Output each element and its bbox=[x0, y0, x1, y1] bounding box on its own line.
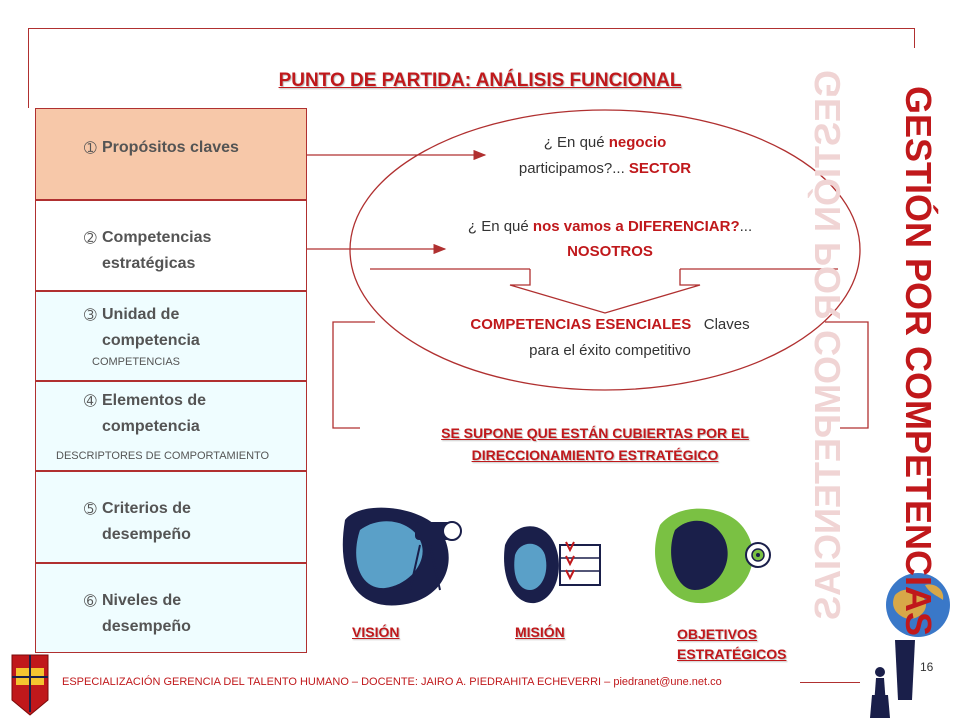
step-label-6b: desempeño bbox=[102, 618, 191, 635]
label-objetivos bbox=[677, 624, 786, 664]
label-objetivos-line2: ESTRATÉGICOS bbox=[677, 646, 787, 662]
label-vision: VISIÓN bbox=[352, 624, 400, 640]
slide-title: PUNTO DE PARTIDA: ANÁLISIS FUNCIONAL bbox=[278, 70, 682, 91]
step-number-5: ➄ bbox=[84, 501, 97, 518]
step-number-2: ➁ bbox=[84, 230, 97, 247]
step-label-5b: desempeño bbox=[102, 526, 191, 543]
core-post: Claves bbox=[703, 316, 750, 333]
answer-nosotros bbox=[430, 243, 790, 260]
q2-post: ... bbox=[739, 218, 753, 235]
step-number-3: ➂ bbox=[84, 307, 97, 324]
q2-answer: NOSOTROS bbox=[567, 243, 653, 260]
step-number-6: ➅ bbox=[84, 593, 97, 610]
q2-prefix: ¿ En qué bbox=[467, 218, 533, 235]
q1-key: negocio bbox=[608, 134, 667, 151]
question-negocio bbox=[430, 134, 780, 151]
q1-prefix: ¿ En qué bbox=[543, 134, 609, 151]
step-number-1: ➀ bbox=[84, 140, 97, 157]
step-label-3a: Unidad de bbox=[102, 306, 180, 323]
q1-answer: SECTOR bbox=[628, 160, 692, 177]
note-line-2: DIRECCIONAMIENTO ESTRATÉGICO bbox=[471, 447, 719, 463]
bracket-left bbox=[333, 322, 375, 428]
q1-line2: participamos?... bbox=[518, 160, 629, 177]
question-diferenciar bbox=[400, 218, 820, 235]
footer-line bbox=[800, 682, 860, 683]
step-label-5a: Criterios de bbox=[102, 500, 191, 517]
step-label-2b: estratégicas bbox=[102, 255, 196, 272]
q2-key: nos vamos a DIFERENCIAR? bbox=[532, 218, 740, 235]
vertical-title: GESTIÓN POR COMPETENCIAS bbox=[898, 86, 939, 637]
step-label-4b: competencia bbox=[102, 418, 200, 435]
label-objetivos-line1: OBJETIVOS bbox=[677, 626, 758, 642]
objetivos-clipart bbox=[655, 509, 770, 604]
step-label-6a: Niveles de bbox=[102, 592, 182, 609]
note-line-1: SE SUPONE QUE ESTÁN CUBIERTAS POR EL bbox=[441, 425, 749, 441]
step-label-4a: Elementos de bbox=[102, 392, 207, 409]
mision-clipart bbox=[504, 526, 600, 603]
step-sub-4: DESCRIPTORES DE COMPORTAMIENTO bbox=[56, 450, 270, 462]
question-sector bbox=[430, 160, 780, 177]
label-mision: MISIÓN bbox=[515, 624, 565, 640]
step-label-2a: Competencias bbox=[102, 229, 212, 246]
university-logo bbox=[12, 655, 48, 715]
step-label-3b: competencia bbox=[102, 332, 200, 349]
vertical-title-graphic bbox=[807, 70, 942, 637]
competencias-esenciales-line bbox=[400, 316, 820, 333]
footer-text: ESPECIALIZACIÓN GERENCIA DEL TALENTO HUMANO – DOCENTE: JAIRO A. PIEDRAHITA ECHEVERRI – piedranet@une.net.co bbox=[62, 676, 722, 688]
step-number-4: ➃ bbox=[84, 393, 97, 410]
step-sub-3: COMPETENCIAS bbox=[92, 356, 181, 368]
page-number: 16 bbox=[920, 660, 934, 674]
step-label-1: Propósitos claves bbox=[102, 139, 239, 156]
core-key: COMPETENCIAS ESENCIALES bbox=[470, 316, 692, 333]
direccionamiento-note bbox=[370, 422, 820, 466]
vision-clipart bbox=[343, 508, 461, 606]
core-line2: para el éxito competitivo bbox=[529, 342, 691, 359]
vertical-title-reflection: GESTIÓN POR COMPETENCIAS bbox=[807, 70, 848, 621]
